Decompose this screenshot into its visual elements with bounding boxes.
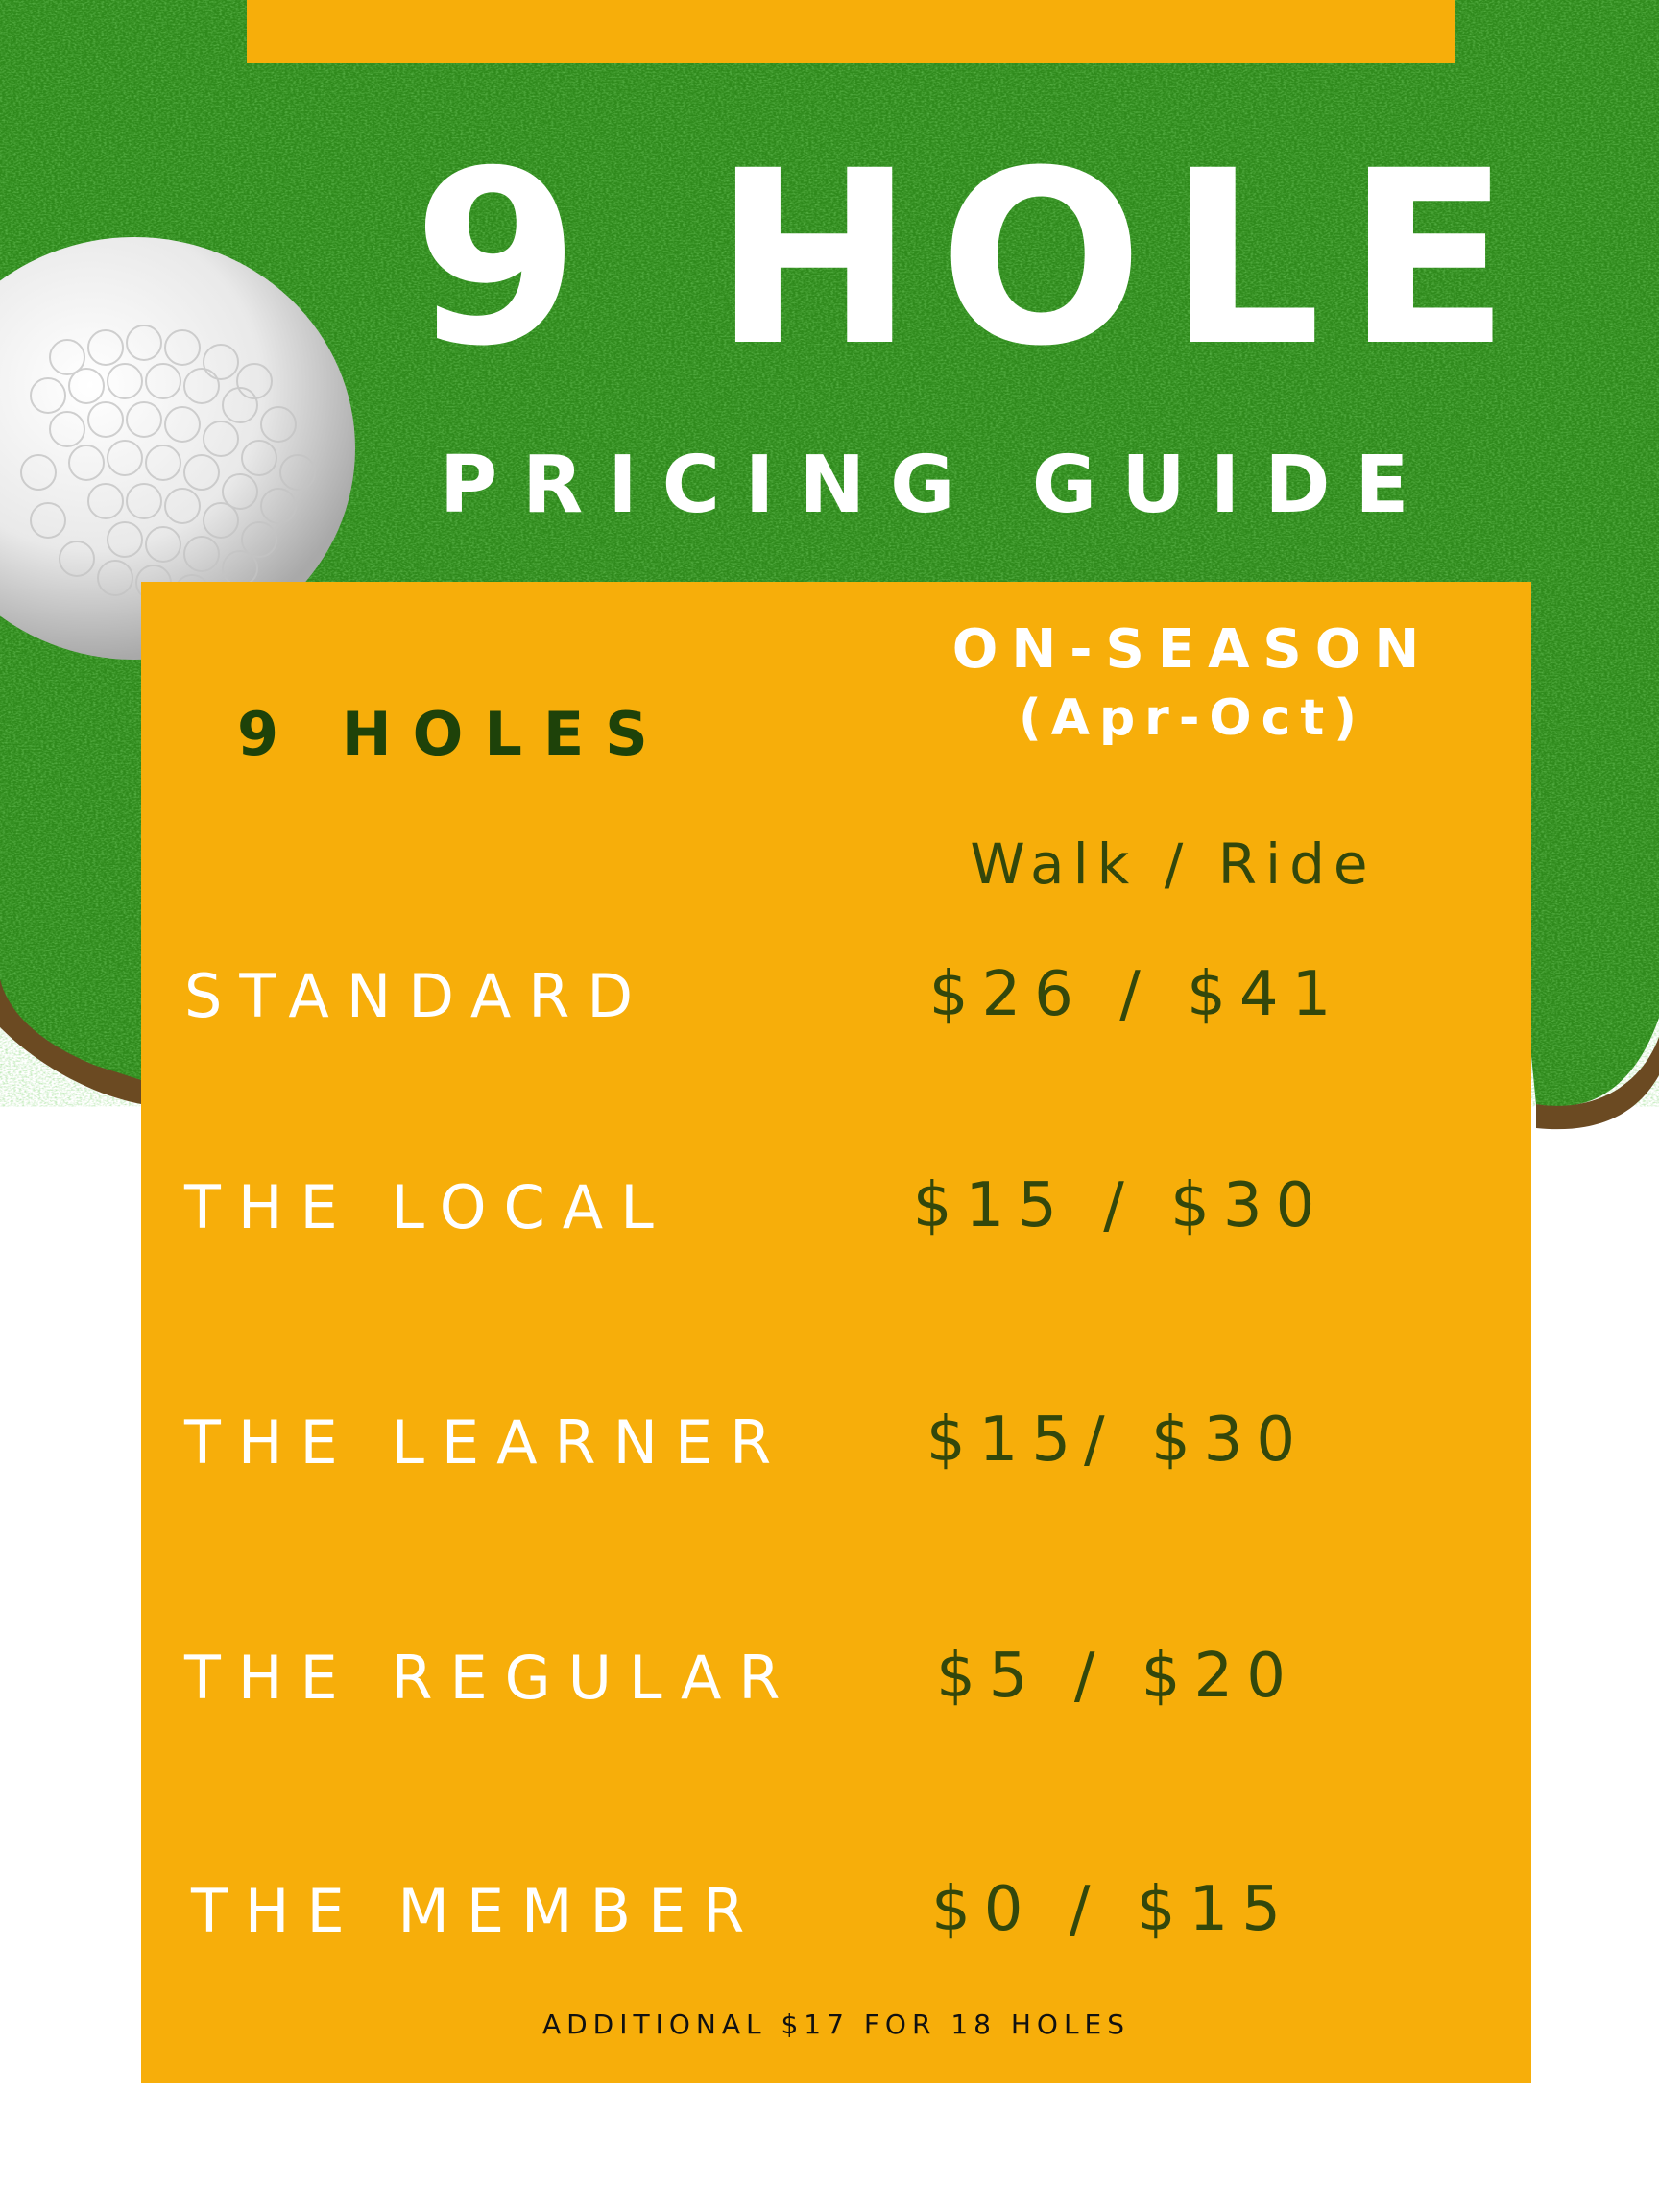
page-title: 9 HOLE (413, 119, 1535, 398)
holes-heading: 9 HOLES (237, 699, 669, 769)
row-price-local: $15 / $30 (912, 1170, 1329, 1241)
footnote: ADDITIONAL $17 FOR 18 HOLES (541, 2008, 1131, 2040)
walk-ride-column-label: Walk / Ride (970, 831, 1377, 897)
season-range: (Apr-Oct) (1018, 689, 1367, 747)
row-label-member: THE MEMBER (191, 1876, 762, 1946)
row-label-regular: THE REGULAR (184, 1643, 798, 1713)
row-label-local: THE LOCAL (184, 1172, 671, 1242)
row-label-learner: THE LEARNER (184, 1407, 789, 1478)
row-price-learner: $15/ $30 (926, 1405, 1310, 1476)
row-price-member: $0 / $15 (931, 1874, 1294, 1945)
row-label-standard: STANDARD (184, 961, 651, 1031)
pricing-panel (141, 582, 1531, 2083)
season-label: ON-SEASON (951, 618, 1433, 681)
row-price-standard: $26 / $41 (928, 959, 1345, 1030)
page-subtitle: PRICING GUIDE (440, 440, 1434, 531)
top-accent-bar (247, 0, 1455, 63)
row-price-regular: $5 / $20 (936, 1641, 1299, 1712)
